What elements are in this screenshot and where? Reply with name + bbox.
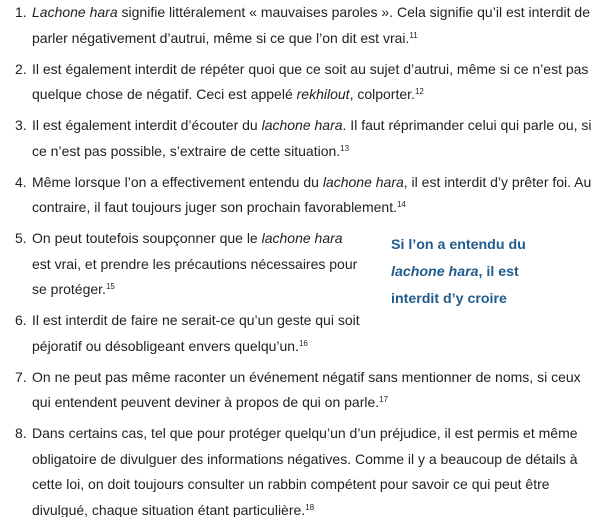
list-item-2 [0, 57, 600, 108]
item-number: 3. [15, 117, 27, 133]
list-item-7 [0, 365, 600, 416]
footnote-ref[interactable]: 12 [414, 87, 424, 96]
item-number: 2. [15, 60, 27, 77]
footnote-ref[interactable]: 18 [305, 502, 315, 512]
footnote-ref[interactable]: 17 [379, 395, 389, 404]
item-text: , colporter. [349, 86, 415, 102]
item-number: 4. [15, 173, 27, 190]
item-text: On ne peut pas même raconter un événement négatif sans mentionner de noms, si ceux qui entendent peuvent deviner à propos de qui on parle. [32, 368, 581, 410]
item-text: Même lorsque l’on a effectivement entendu du [32, 173, 323, 190]
list-item-1 [0, 0, 600, 51]
item-text: Il est interdit de faire ne serait-ce qu’un geste qui soit péjoratif ou désobligeant envers quelqu’un. [32, 312, 360, 354]
pull-quote-emphasis: lachone hara [391, 264, 479, 280]
footnote-ref[interactable]: 14 [396, 200, 406, 209]
list-item-8 [0, 421, 600, 517]
item-number: 5. [15, 230, 27, 246]
item-text: On peut toutefois soupçonner que le [32, 230, 262, 246]
footnote-ref[interactable]: 13 [340, 143, 350, 153]
item-text: Il est également interdit de répéter quoi que ce soit au sujet d’autrui, même si ce n’est pas quelque chose de négatif. Ceci est appelé [32, 60, 589, 102]
footnote-ref[interactable]: 16 [298, 338, 308, 348]
item-text: Il est également interdit d’écouter du [32, 117, 262, 133]
list-item-4 [0, 170, 600, 221]
item-text: signifie littéralement « mauvaises paroles ». Cela signifie qu’il est interdit de parler négativement d’autrui, même si ce que l’on dit est vrai. [32, 4, 590, 46]
list-item-5 [0, 226, 370, 303]
item-number: 1. [15, 4, 27, 20]
footnote-ref[interactable]: 15 [105, 282, 115, 291]
footnote-ref[interactable]: 11 [409, 30, 418, 40]
item-text: . Il faut réprimander celui qui parle ou, si ce n’est pas possible, s’extraire de cette situation. [32, 117, 592, 159]
item-number: 8. [15, 425, 27, 441]
pull-quote-text: , il est interdit d’y croire [391, 264, 519, 307]
pull-quote [391, 232, 566, 313]
item-text: est vrai, et prendre les précautions nécessaires pour se protéger. [32, 255, 358, 297]
term-emphasis: lachone hara [261, 117, 343, 133]
term-emphasis: lachone hara [261, 230, 343, 246]
term-emphasis: Lachone hara [32, 4, 118, 20]
item-text: , il est interdit d’y prêter foi. Au contraire, il faut toujours juger son prochain favorablement. [32, 173, 592, 215]
list-item-3 [0, 113, 600, 164]
item-number: 6. [15, 312, 27, 328]
item-text: Dans certains cas, tel que pour protéger quelqu’un d’un préjudice, il est permis et même obligatoire de divulguer des informations négatives. Comme il y a beaucoup de détails à cette loi, on doit toujours consulter un rabbin compétent pour savoir ce qui peut être divulgué, chaque situation étant particulière. [32, 425, 578, 517]
pull-quote-text: Si l’on a entendu du [391, 237, 526, 253]
term-emphasis: lachone hara [322, 173, 404, 190]
term-emphasis: rekhilout [296, 86, 350, 102]
item-number: 7. [15, 368, 27, 385]
list-item-6 [0, 308, 370, 359]
